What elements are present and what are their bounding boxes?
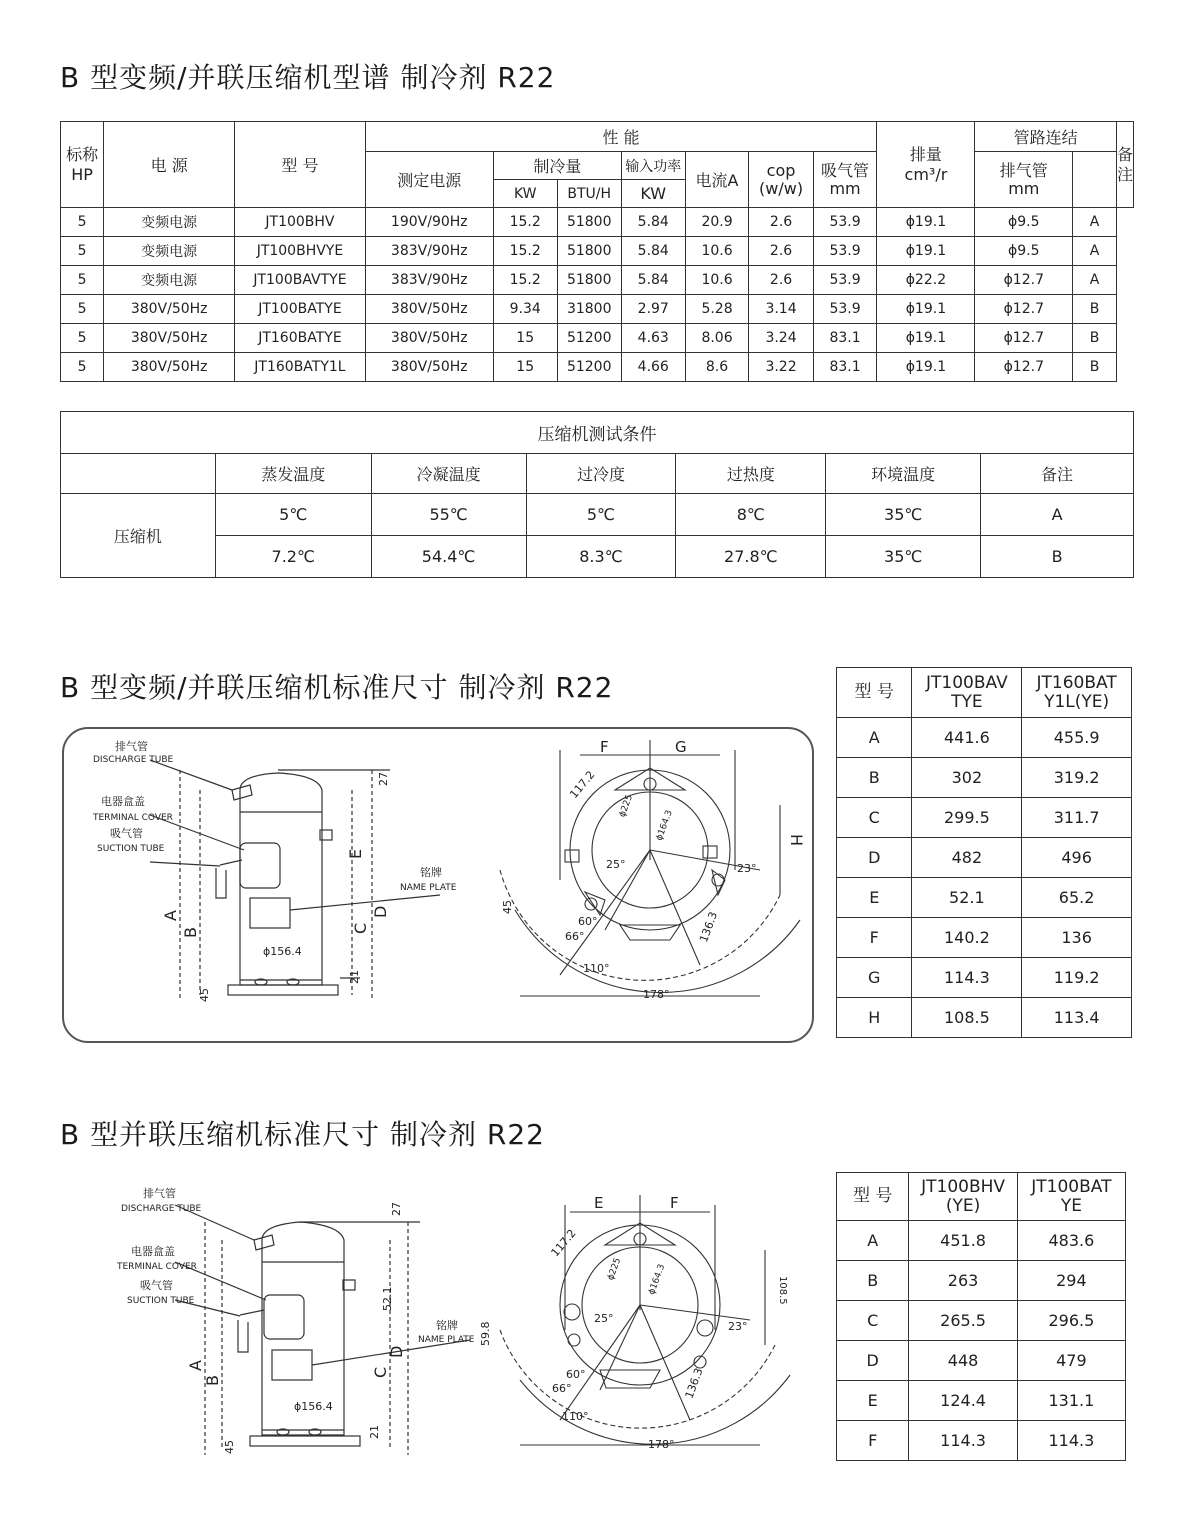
table-row — [61, 208, 1134, 237]
top-45-label: 45 — [501, 900, 514, 914]
spec-cell: 83.1 — [813, 353, 877, 382]
plate-label-cn: 铭牌 — [420, 866, 442, 879]
s3-top-25: 25° — [594, 1312, 614, 1325]
table-row — [61, 295, 1134, 324]
dim-header-cell: JT100BAT YE — [1017, 1173, 1125, 1221]
dim-header-cell: 型 号 — [837, 668, 912, 718]
btu-header: BTU/H — [557, 180, 621, 208]
spec-cell: B — [1073, 353, 1117, 382]
spec-cell: 380V/50Hz — [104, 324, 235, 353]
dim-cell: G — [837, 958, 912, 998]
suction-label-en: SUCTION TUBE — [97, 844, 165, 854]
condition-cell: 27.8℃ — [676, 536, 826, 578]
s3-dim-521: 52.1 — [381, 1286, 394, 1311]
dim-a-label: A — [161, 910, 180, 921]
top-25-label: 25° — [606, 858, 626, 871]
spec-cell: 5 — [61, 295, 104, 324]
spec-cell: 5 — [61, 237, 104, 266]
top-1363-label: 136.3 — [697, 910, 721, 945]
spec-cell: 5.28 — [685, 295, 749, 324]
spec-cell: 变频电源 — [104, 208, 235, 237]
s3-terminal-cn: 电器盒盖 — [131, 1245, 175, 1258]
spec-cell: 5.84 — [621, 266, 685, 295]
kw-header: KW — [493, 180, 557, 208]
diameter-label: ϕ156.4 — [263, 945, 302, 958]
spec-cell: 5.84 — [621, 208, 685, 237]
spec-cell: A — [1073, 237, 1117, 266]
dim-cell: E — [837, 1381, 909, 1421]
s3-top-1172: 117.2 — [548, 1226, 579, 1260]
dim-cell: 319.2 — [1022, 758, 1132, 798]
corner-cell — [61, 454, 216, 494]
top-60-label: 60° — [578, 915, 598, 928]
condition-cell: 54.4℃ — [371, 536, 526, 578]
dim-cell: C — [837, 798, 912, 838]
dim-cell: D — [837, 1341, 909, 1381]
dim-cell: 114.3 — [1017, 1421, 1125, 1461]
spec-cell: JT100BHV — [235, 208, 366, 237]
condition-header: 过热度 — [676, 454, 826, 494]
test-conditions-table — [60, 411, 1134, 578]
spec-cell: 51200 — [557, 324, 621, 353]
spec-cell: ϕ9.5 — [975, 208, 1073, 237]
s3-top-598: 59.8 — [479, 1321, 492, 1346]
table-row — [837, 1341, 1126, 1381]
s3-top-f: F — [670, 1194, 679, 1212]
dim-cell: 302 — [912, 758, 1022, 798]
s3-terminal-en: TERMINAL COVER — [117, 1262, 197, 1272]
spec-cell: ϕ19.1 — [877, 208, 975, 237]
dim-cell: H — [837, 998, 912, 1038]
dim-cell: 131.1 — [1017, 1381, 1125, 1421]
spec-cell: 51200 — [557, 353, 621, 382]
dim-cell: 108.5 — [912, 998, 1022, 1038]
spec-cell: 380V/50Hz — [365, 353, 493, 382]
s3-discharge-en: DISCHARGE TUBE — [121, 1204, 202, 1214]
s3-top-23: 23° — [728, 1320, 748, 1333]
spec-cell: 380V/50Hz — [104, 295, 235, 324]
input-kw-header: KW — [621, 180, 685, 208]
condition-cell: 5℃ — [215, 494, 371, 536]
spec-cell: 5.84 — [621, 237, 685, 266]
cooling-header: 制冷量 — [493, 152, 621, 180]
dim-cell: 114.3 — [909, 1421, 1017, 1461]
dimension-table-1 — [836, 667, 1132, 1038]
condition-header: 环境温度 — [826, 454, 981, 494]
spec-cell: JT100BHVYE — [235, 237, 366, 266]
spec-cell: 4.63 — [621, 324, 685, 353]
table-row — [837, 798, 1132, 838]
s3-top-225: ϕ225 — [605, 1256, 624, 1282]
table-row — [837, 878, 1132, 918]
top-1172-label: 117.2 — [567, 768, 598, 801]
spec-cell: 380V/50Hz — [365, 324, 493, 353]
s3-top-e: E — [594, 1194, 604, 1212]
dim-cell: 441.6 — [912, 718, 1022, 758]
dim-cell: 496 — [1022, 838, 1132, 878]
top-178-label: 178° — [643, 988, 670, 1001]
s3-diameter: ϕ156.4 — [294, 1400, 333, 1413]
spec-cell: 83.1 — [813, 324, 877, 353]
top-view-2 — [500, 1195, 790, 1445]
dim-cell: 448 — [909, 1341, 1017, 1381]
spec-cell: 8.06 — [685, 324, 749, 353]
performance-header: 性 能 — [365, 122, 877, 152]
spec-cell: JT160BATYE — [235, 324, 366, 353]
dim-cell: 296.5 — [1017, 1301, 1125, 1341]
condition-header: 蒸发温度 — [215, 454, 371, 494]
spec-cell: 53.9 — [813, 266, 877, 295]
dim-cell: 119.2 — [1022, 958, 1132, 998]
spec-cell: ϕ19.1 — [877, 295, 975, 324]
s3-top-1643: ϕ164.3 — [647, 1262, 668, 1297]
s3-top-110: 110° — [562, 1410, 589, 1423]
dim-cell: 65.2 — [1022, 878, 1132, 918]
dim-cell: 140.2 — [912, 918, 1022, 958]
s3-top-66: 66° — [552, 1382, 572, 1395]
condition-cell: B — [981, 536, 1134, 578]
dim-cell: 113.4 — [1022, 998, 1132, 1038]
s3-plate-cn: 铭牌 — [436, 1319, 458, 1332]
spec-cell: 15 — [493, 353, 557, 382]
top-23-label: 23° — [737, 862, 757, 875]
dim-cell: 265.5 — [909, 1301, 1017, 1341]
spec-cell: ϕ12.7 — [975, 295, 1073, 324]
spec-cell: 2.6 — [749, 237, 813, 266]
dim-cell: 124.4 — [909, 1381, 1017, 1421]
spec-cell: 51800 — [557, 237, 621, 266]
input-header: 输入功率 — [621, 152, 685, 180]
spec-cell: 15.2 — [493, 208, 557, 237]
dim-header-row — [837, 1173, 1126, 1221]
table-row — [61, 353, 1134, 382]
spec-cell: ϕ19.1 — [877, 237, 975, 266]
dim-cell: 136 — [1022, 918, 1132, 958]
spec-cell: ϕ12.7 — [975, 353, 1073, 382]
spec-cell: 5 — [61, 208, 104, 237]
terminal-label-en: TERMINAL COVER — [93, 813, 173, 823]
table-row — [837, 1381, 1126, 1421]
spec-cell: ϕ12.7 — [975, 266, 1073, 295]
dim-cell: 482 — [912, 838, 1022, 878]
s3-dim-a: A — [186, 1360, 205, 1371]
table-row — [837, 1421, 1126, 1461]
spec-cell: 2.6 — [749, 208, 813, 237]
compressor-label: 压缩机 — [61, 494, 216, 578]
condition-header: 冷凝温度 — [371, 454, 526, 494]
condition-cell: 8℃ — [676, 494, 826, 536]
test-conditions-title: 压缩机测试条件 — [61, 412, 1134, 454]
condition-cell: 35℃ — [826, 536, 981, 578]
dim-cell: 299.5 — [912, 798, 1022, 838]
s3-top-1085: 108.5 — [777, 1276, 788, 1305]
section2-drawing-panel — [62, 727, 814, 1043]
dim-b-label: B — [181, 927, 200, 938]
displacement-header: 排量 cm³/r — [877, 122, 975, 208]
s3-dim-b: B — [203, 1375, 222, 1386]
section1-title: B 型变频/并联压缩机型谱 制冷剂 R22 — [60, 61, 556, 94]
spec-cell: JT100BATYE — [235, 295, 366, 324]
spec-cell: ϕ9.5 — [975, 237, 1073, 266]
dim-cell: 263 — [909, 1261, 1017, 1301]
s3-top-1363: 136.3 — [682, 1366, 706, 1401]
spec-cell: 5 — [61, 353, 104, 382]
current-header: 电流A — [685, 152, 749, 208]
plate-label-en: NAME PLATE — [400, 883, 457, 893]
section2-title: B 型变频/并联压缩机标准尺寸 制冷剂 R22 — [60, 671, 614, 704]
spec-cell: 53.9 — [813, 237, 877, 266]
dim-cell: 455.9 — [1022, 718, 1132, 758]
dim-header-row — [837, 668, 1132, 718]
spec-cell: 190V/90Hz — [365, 208, 493, 237]
s3-plate-en: NAME PLATE — [418, 1335, 475, 1345]
dim-cell: B — [837, 1261, 909, 1301]
dim-cell: A — [837, 1221, 909, 1261]
dim-e-label: E — [346, 848, 365, 859]
spec-cell: 5 — [61, 324, 104, 353]
spec-cell: 10.6 — [685, 237, 749, 266]
table-row — [61, 266, 1134, 295]
spec-cell: 2.97 — [621, 295, 685, 324]
condition-cell: 5℃ — [526, 494, 676, 536]
spec-cell: 15.2 — [493, 237, 557, 266]
s3-top-60: 60° — [566, 1368, 586, 1381]
spec-cell: 8.6 — [685, 353, 749, 382]
spec-cell: 31800 — [557, 295, 621, 324]
discharge-header: 排气管 mm — [975, 152, 1073, 208]
condition-cell: 7.2℃ — [215, 536, 371, 578]
spec-cell: 383V/90Hz — [365, 266, 493, 295]
spec-cell: B — [1073, 324, 1117, 353]
dim-d-label: D — [371, 905, 390, 918]
condition-cell: A — [981, 494, 1134, 536]
spec-cell: ϕ19.1 — [877, 324, 975, 353]
dim-cell: 294 — [1017, 1261, 1125, 1301]
dim-cell: F — [837, 918, 912, 958]
table-row — [837, 1261, 1126, 1301]
top-f-label: F — [600, 738, 609, 756]
dim-header-cell: 型 号 — [837, 1173, 909, 1221]
spec-cell: 变频电源 — [104, 237, 235, 266]
dim-cell: 483.6 — [1017, 1221, 1125, 1261]
s3-dim-d: D — [387, 1345, 406, 1358]
pipe-header: 管路连结 — [975, 122, 1117, 152]
dim-cell: C — [837, 1301, 909, 1341]
spec-cell: 380V/50Hz — [365, 295, 493, 324]
spec-cell: ϕ22.2 — [877, 266, 975, 295]
model-header: 型 号 — [235, 122, 366, 208]
top-66-label: 66° — [565, 930, 585, 943]
spec-cell: A — [1073, 266, 1117, 295]
dim-cell: E — [837, 878, 912, 918]
spec-cell: ϕ19.1 — [877, 353, 975, 382]
table-row — [837, 1221, 1126, 1261]
dim-header-cell: JT100BAV TYE — [912, 668, 1022, 718]
cop-header: cop (w/w) — [749, 152, 813, 208]
hp-header: 标称 HP — [61, 122, 104, 208]
s3-top-178: 178° — [648, 1438, 675, 1451]
section3-drawing-panel — [62, 1172, 814, 1488]
table-row — [61, 324, 1134, 353]
spec-cell: ϕ12.7 — [975, 324, 1073, 353]
discharge-label-cn: 排气管 — [115, 740, 148, 753]
dim-cell: 451.8 — [909, 1221, 1017, 1261]
spec-cell: 9.34 — [493, 295, 557, 324]
test-power-header: 测定电源 — [365, 152, 493, 208]
dim-header-cell: JT160BAT Y1L(YE) — [1022, 668, 1132, 718]
side-view-2 — [175, 1205, 470, 1455]
dim-21-label: 21 — [348, 970, 361, 984]
table-row — [837, 718, 1132, 758]
condition-cell: 55℃ — [371, 494, 526, 536]
top-1643-label: ϕ164.3 — [654, 808, 675, 843]
table-row — [837, 1301, 1126, 1341]
spec-cell: B — [1073, 295, 1117, 324]
dim-27-label: 27 — [377, 772, 390, 786]
discharge-label-en: DISCHARGE TUBE — [93, 755, 174, 765]
spec-cell: 51800 — [557, 266, 621, 295]
table-row — [837, 958, 1132, 998]
spec-cell: 3.14 — [749, 295, 813, 324]
top-225-label: ϕ225 — [617, 793, 636, 819]
spec-cell: 3.24 — [749, 324, 813, 353]
spec-cell: 10.6 — [685, 266, 749, 295]
section3-title: B 型并联压缩机标准尺寸 制冷剂 R22 — [60, 1118, 545, 1151]
spec-cell: 53.9 — [813, 295, 877, 324]
s3-discharge-cn: 排气管 — [143, 1187, 176, 1200]
spec-cell: 15 — [493, 324, 557, 353]
s3-suction-en: SUCTION TUBE — [127, 1296, 195, 1306]
spec-cell: JT100BAVTYE — [235, 266, 366, 295]
condition-cell: 8.3℃ — [526, 536, 676, 578]
dim-cell: 479 — [1017, 1341, 1125, 1381]
spec-cell: 15.2 — [493, 266, 557, 295]
spec-cell: 380V/50Hz — [104, 353, 235, 382]
note-header: 备 注 — [1116, 122, 1133, 208]
spec-cell: 3.22 — [749, 353, 813, 382]
suction-label-cn: 吸气管 — [110, 827, 143, 840]
dim-cell: B — [837, 758, 912, 798]
dimension-table-2 — [836, 1172, 1126, 1461]
dim-cell: D — [837, 838, 912, 878]
spec-cell: 53.9 — [813, 208, 877, 237]
s3-dim-27: 27 — [390, 1202, 403, 1216]
spec-cell: 5 — [61, 266, 104, 295]
spec-cell: A — [1073, 208, 1117, 237]
top-g-label: G — [675, 738, 687, 756]
spec-cell: 2.6 — [749, 266, 813, 295]
top-110-label: 110° — [583, 962, 610, 975]
spec-cell: 51800 — [557, 208, 621, 237]
spec-cell: 4.66 — [621, 353, 685, 382]
spec-cell: JT160BATY1L — [235, 353, 366, 382]
table-row — [837, 838, 1132, 878]
s3-dim-21: 21 — [368, 1425, 381, 1439]
table-row — [837, 758, 1132, 798]
dim-header-cell: JT100BHV (YE) — [909, 1173, 1017, 1221]
dim-cell: 52.1 — [912, 878, 1022, 918]
spec-cell: 383V/90Hz — [365, 237, 493, 266]
dim-c-label: C — [351, 922, 370, 934]
table-row — [837, 998, 1132, 1038]
dim-cell: A — [837, 718, 912, 758]
dim-cell: 311.7 — [1022, 798, 1132, 838]
dim-cell: F — [837, 1421, 909, 1461]
dim-cell: 114.3 — [912, 958, 1022, 998]
s3-suction-cn: 吸气管 — [140, 1279, 173, 1292]
suction-header: 吸气管 mm — [813, 152, 877, 208]
spec-table — [60, 121, 1134, 382]
s3-dim-45: 45 — [223, 1440, 236, 1454]
spec-cell: 变频电源 — [104, 266, 235, 295]
spec-cell: 20.9 — [685, 208, 749, 237]
table-row — [837, 918, 1132, 958]
top-h-label: H — [787, 834, 806, 847]
power-header: 电 源 — [104, 122, 235, 208]
table-row — [61, 237, 1134, 266]
condition-header: 过冷度 — [526, 454, 676, 494]
condition-header: 备注 — [981, 454, 1134, 494]
condition-cell: 35℃ — [826, 494, 981, 536]
dim-45-label: 45 — [198, 988, 211, 1002]
terminal-label-cn: 电器盒盖 — [101, 795, 145, 808]
s3-dim-c: C — [371, 1366, 390, 1378]
